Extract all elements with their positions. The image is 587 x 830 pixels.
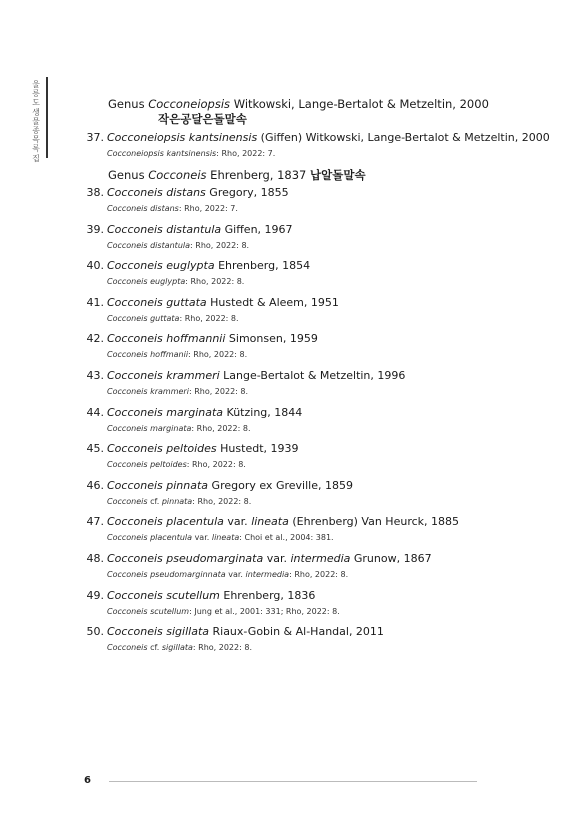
species-name: Cocconeis pseudomarginata (107, 552, 264, 565)
entry-number: 37. (86, 131, 104, 144)
genus-heading (108, 97, 489, 111)
species-name: Cocconeis sigillata (107, 625, 209, 638)
entry-number: 44. (86, 406, 104, 419)
species-name: Cocconeis scutellum (107, 589, 220, 602)
entry-number: 47. (86, 515, 104, 528)
species-title (107, 589, 315, 603)
entry-number: 45. (86, 442, 104, 455)
species-name: Cocconeis peltoides (107, 442, 217, 455)
species-reference (107, 313, 239, 324)
ref-name: Cocconeis pseudomarginnata (107, 570, 226, 579)
species-title (107, 552, 432, 566)
species-title (107, 259, 310, 273)
ref-infraspecific-name: intermedia (245, 570, 290, 579)
ref-name: Cocconeis euglypta (107, 277, 186, 286)
species-name: Cocconeis pinnata (107, 479, 209, 492)
footer-rule (109, 781, 477, 782)
ref-qualifier: var. (192, 533, 212, 542)
entry-number: 43. (86, 369, 104, 382)
ref-text: : Rho, 2022: 8. (188, 387, 249, 396)
ref-infraspecific-name: sigillata (161, 643, 193, 652)
ref-infraspecific-name: lineata (211, 533, 240, 542)
species-title (107, 223, 293, 237)
species-name: Cocconeis euglypta (107, 259, 215, 272)
entry-number: 41. (86, 296, 104, 309)
species-name: Cocconeis placentula (107, 515, 224, 528)
ref-name: Cocconeis guttata (107, 314, 180, 323)
species-name: Cocconeis guttata (107, 296, 207, 309)
ref-name: Cocconeis hoffmanii (107, 350, 189, 359)
genus-author: Ehrenberg, 1837 (206, 168, 311, 182)
species-author: Lange-Bertalot & Metzeltin, 1996 (219, 369, 406, 382)
ref-text: : Rho, 2022: 8. (188, 350, 248, 359)
species-title (107, 479, 353, 493)
ref-name: Cocconeis scutellum (107, 607, 190, 616)
species-reference (107, 386, 248, 397)
species-name: Cocconeis krammeri (107, 369, 220, 382)
species-name: Cocconeis distans (107, 186, 206, 199)
ref-name: Cocconeis placentula (107, 533, 193, 542)
species-author: Grunow, 1867 (350, 552, 432, 565)
species-title (107, 515, 459, 529)
species-reference (107, 276, 244, 287)
species-infraspecific-name: intermedia (290, 552, 351, 565)
ref-text: : Rho, 2022: 8. (192, 643, 252, 652)
species-author: (Giffen) Witkowski, Lange-Bertalot & Metzeltin, 2000 (257, 131, 550, 144)
species-author: Giffen, 1967 (221, 223, 293, 236)
entry-number: 48. (86, 552, 104, 565)
ref-qualifier: cf. (147, 497, 162, 506)
species-reference (107, 349, 247, 360)
species-reference (107, 496, 251, 507)
ref-text: : Rho, 2022: 8. (179, 314, 239, 323)
species-title (107, 406, 302, 420)
species-title (107, 186, 289, 200)
species-rank: var. (263, 552, 291, 565)
ref-infraspecific-name: pinnata (161, 497, 193, 506)
ref-name: Cocconeis marginata (107, 424, 192, 433)
ref-name: Cocconeis distantula (107, 241, 191, 250)
species-name: Cocconeiopsis kantsinensis (107, 131, 258, 144)
entry-number: 49. (86, 589, 104, 602)
genus-korean-name: 작은공달은돌말속 (158, 112, 247, 126)
ref-text: : Rho, 2022: 8. (190, 241, 250, 250)
species-reference (107, 423, 250, 434)
ref-text: : Rho, 2022: 8. (192, 497, 252, 506)
species-name: Cocconeis hoffmannii (107, 332, 226, 345)
ref-text: : Choi et al., 2004: 381. (239, 533, 334, 542)
ref-text: : Rho, 2022: 7. (178, 204, 238, 213)
species-author: (Ehrenberg) Van Heurck, 1885 (288, 515, 459, 528)
species-author: Riaux-Gobin & Al-Handal, 2011 (209, 625, 384, 638)
ref-name: Cocconeiopsis kantsinensis (107, 149, 217, 158)
species-title (107, 332, 318, 346)
species-title (107, 625, 384, 639)
species-reference (107, 569, 348, 580)
ref-name: Cocconeis (107, 497, 148, 506)
ref-name: Cocconeis (107, 643, 148, 652)
species-author: Gregory ex Greville, 1859 (208, 479, 353, 492)
genus-prefix: Genus (108, 97, 149, 111)
ref-text: : Jung et al., 2001: 331; Rho, 2022: 8. (189, 607, 340, 616)
genus-prefix: Genus (108, 168, 149, 182)
genus-korean-name: 납알돌말속 (310, 168, 366, 182)
ref-name: Cocconeis krammeri (107, 387, 189, 396)
ref-text: : Rho, 2022: 8. (186, 460, 246, 469)
ref-text: : Rho, 2022: 8. (289, 570, 349, 579)
entry-number: 42. (86, 332, 104, 345)
ref-name: Cocconeis distans (107, 204, 179, 213)
entry-number: 39. (86, 223, 104, 236)
ref-name: Cocconeis peltoides (107, 460, 187, 469)
species-author: Hustedt & Aleem, 1951 (206, 296, 339, 309)
species-reference (107, 532, 334, 543)
entry-number: 46. (86, 479, 104, 492)
ref-qualifier: var. (225, 570, 246, 579)
species-infraspecific-name: lineata (251, 515, 289, 528)
page-number: 6 (84, 775, 91, 786)
species-title (107, 131, 550, 145)
ref-text: : Rho, 2022: 8. (191, 424, 251, 433)
genus-heading (108, 168, 366, 182)
sidebar-divider (46, 77, 48, 158)
species-reference (107, 148, 275, 159)
species-reference (107, 642, 252, 653)
species-title (107, 296, 339, 310)
species-reference (107, 459, 246, 470)
ref-text: : Rho, 2022: 8. (185, 277, 245, 286)
species-name: Cocconeis distantula (107, 223, 222, 236)
sidebar-book-title: 울릉도 생물종 목록집 (32, 80, 40, 163)
species-author: Hustedt, 1939 (216, 442, 299, 455)
species-author: Simonsen, 1959 (225, 332, 318, 345)
ref-qualifier: cf. (147, 643, 162, 652)
species-author: Ehrenberg, 1854 (214, 259, 311, 272)
genus-name: Cocconeis (148, 168, 207, 182)
genus-name: Cocconeiopsis (148, 97, 231, 111)
species-reference (107, 606, 340, 617)
species-reference (107, 240, 249, 251)
genus-author: Witkowski, Lange-Bertalot & Metzeltin, 2000 (230, 97, 489, 111)
species-title (107, 442, 299, 456)
species-rank: var. (223, 515, 252, 528)
species-title (107, 369, 405, 383)
species-author: Gregory, 1855 (205, 186, 289, 199)
ref-text: : Rho, 2022: 7. (216, 149, 276, 158)
species-reference (107, 203, 238, 214)
species-name: Cocconeis marginata (107, 406, 224, 419)
species-author: Ehrenberg, 1836 (219, 589, 316, 602)
entry-number: 50. (86, 625, 104, 638)
entry-number: 38. (86, 186, 104, 199)
entry-number: 40. (86, 259, 104, 272)
species-author: Kützing, 1844 (223, 406, 303, 419)
